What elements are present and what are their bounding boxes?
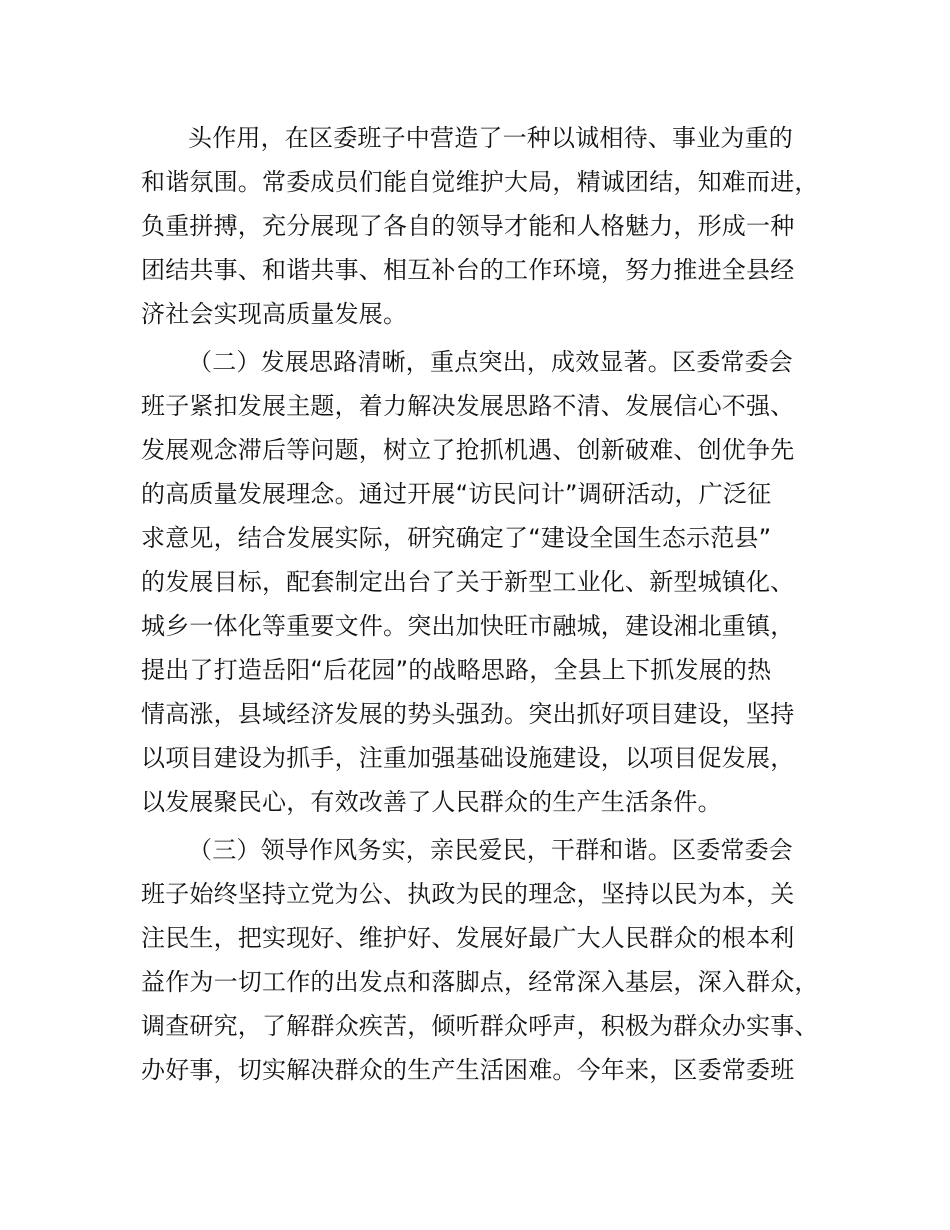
text-line: 头作用，在区委班子中营造了一种以诚相待、事业为重的 (188, 124, 793, 152)
text-line: 以发展聚民心，有效改善了人民群众的生产生活条件。 (141, 788, 722, 816)
text-line: 城乡一体化等重要文件。突出加快旺市融城，建设湘北重镇， (141, 612, 795, 640)
text-line: 的发展目标，配套制定出台了关于新型工业化、新型城镇化、 (141, 568, 795, 596)
text-line: 办好事，切实解决群众的生产生活困难。今年来，区委常委班 (141, 1056, 795, 1084)
text-line: 负重拼搏，充分展现了各自的领导才能和人格魅力，形成一种 (141, 212, 795, 240)
text-line: 的高质量发展理念。通过开展“访民问计”调研活动，广泛征 (141, 480, 772, 508)
text-line: 和谐氛围。常委成员们能自觉维护大局，精诚团结，知难而进， (141, 168, 819, 196)
text-line: 团结共事、和谐共事、相互补台的工作环境，努力推进全县经 (141, 256, 795, 284)
text-line: 以项目建设为抓手，注重加强基础设施建设，以项目促发展， (141, 744, 795, 772)
text-line: 发展观念滞后等问题，树立了抢抓机遇、创新破难、创优争先 (141, 436, 795, 464)
section-heading-line: （三）领导作风务实，亲民爱民，干群和谐。区委常委会 (188, 836, 793, 864)
text-line: 班子紧扣发展主题，着力解决发展思路不清、发展信心不强、 (141, 392, 795, 420)
section-heading-line: （二）发展思路清晰，重点突出，成效显著。区委常委会 (188, 348, 793, 376)
text-line: 注民生，把实现好、维护好、发展好最广大人民群众的根本利 (141, 924, 795, 952)
text-line: 济社会实现高质量发展。 (141, 300, 408, 328)
text-line: 调查研究，了解群众疾苦，倾听群众呼声，积极为群众办实事、 (141, 1012, 819, 1040)
text-line: 提出了打造岳阳“后花园”的战略思路，全县上下抓发展的热 (141, 656, 772, 684)
text-line: 益作为一切工作的出发点和落脚点，经常深入基层，深入群众， (141, 968, 819, 996)
text-line: 求意见，结合发展实际，研究确定了“建设全国生态示范县” (141, 524, 772, 552)
text-line: 班子始终坚持立党为公、执政为民的理念，坚持以民为本，关 (141, 880, 795, 908)
text-line: 情高涨，县域经济发展的势头强劲。突出抓好项目建设，坚持 (141, 700, 795, 728)
